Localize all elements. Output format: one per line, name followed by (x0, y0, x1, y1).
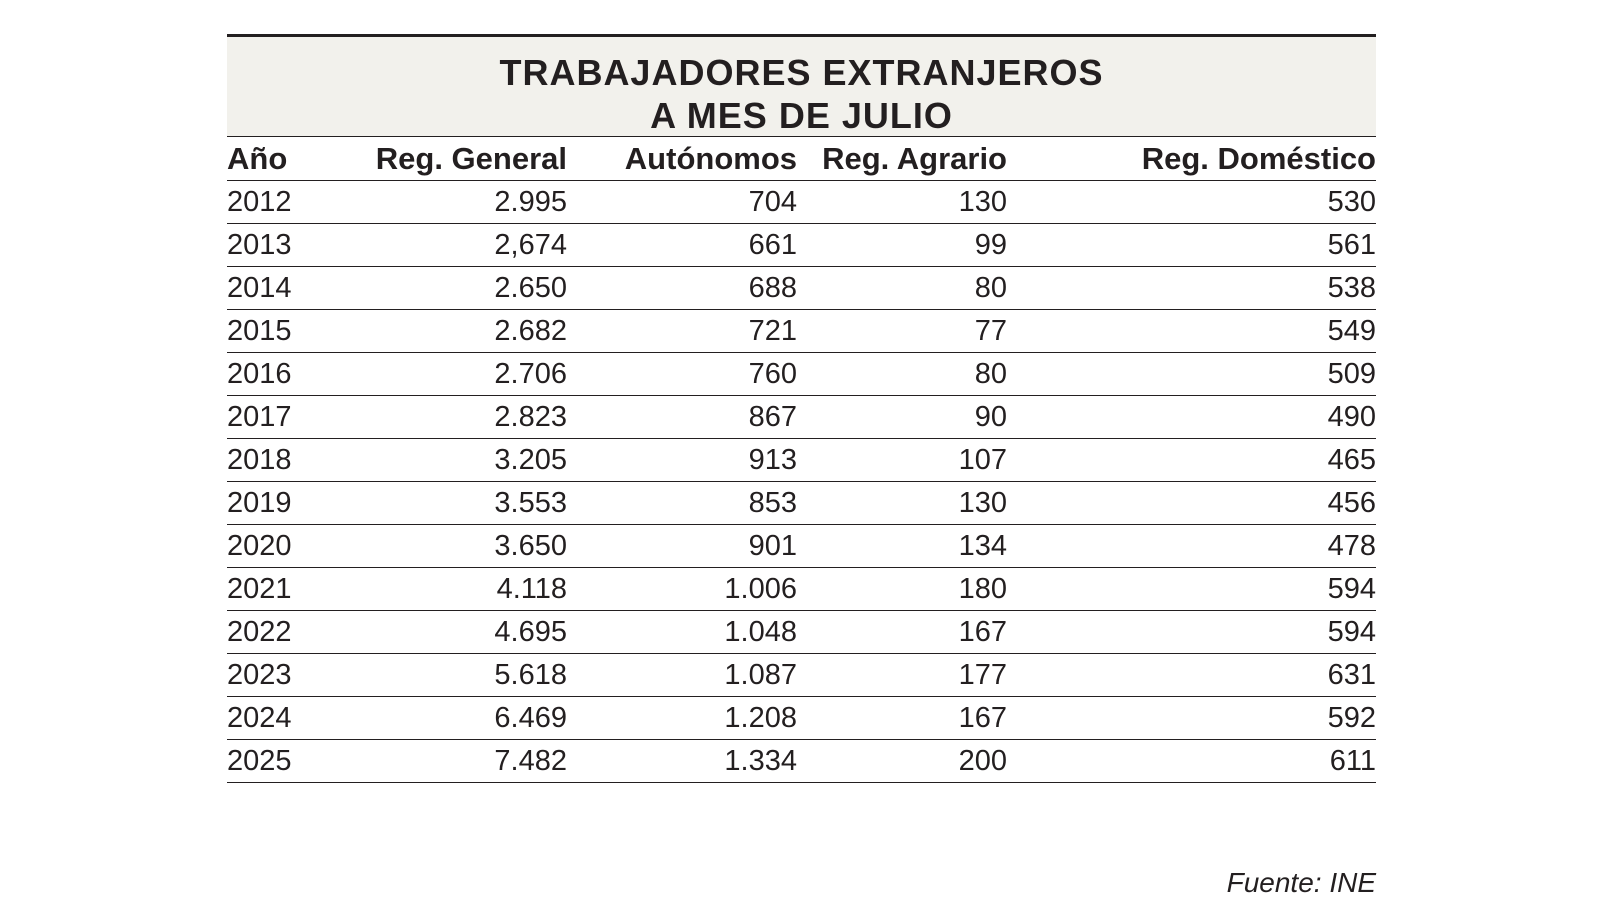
column-header-reg-general: Reg. General (357, 137, 567, 181)
title-block (227, 34, 1376, 136)
cell-reg-general: 4.695 (357, 611, 567, 654)
cell-autonomos: 853 (567, 482, 797, 525)
cell-reg-domestico: 538 (1007, 267, 1376, 310)
cell-reg-agrario: 180 (797, 568, 1007, 611)
table-row (227, 353, 1376, 396)
title-line-2: A MES DE JULIO (650, 95, 953, 136)
cell-reg-domestico: 594 (1007, 611, 1376, 654)
cell-reg-general: 2.650 (357, 267, 567, 310)
cell-year: 2013 (227, 224, 357, 267)
cell-year: 2021 (227, 568, 357, 611)
cell-autonomos: 1.048 (567, 611, 797, 654)
cell-reg-domestico: 631 (1007, 654, 1376, 697)
column-header-reg-domestico: Reg. Doméstico (1007, 137, 1376, 181)
cell-reg-agrario: 130 (797, 482, 1007, 525)
cell-reg-domestico: 561 (1007, 224, 1376, 267)
cell-reg-general: 2.995 (357, 181, 567, 224)
cell-reg-general: 2.823 (357, 396, 567, 439)
cell-autonomos: 704 (567, 181, 797, 224)
table-row (227, 654, 1376, 697)
table-row (227, 310, 1376, 353)
cell-reg-general: 7.482 (357, 740, 567, 783)
table-row (227, 482, 1376, 525)
cell-reg-agrario: 130 (797, 181, 1007, 224)
cell-reg-agrario: 99 (797, 224, 1007, 267)
cell-reg-agrario: 77 (797, 310, 1007, 353)
cell-year: 2019 (227, 482, 357, 525)
cell-autonomos: 661 (567, 224, 797, 267)
cell-year: 2018 (227, 439, 357, 482)
cell-reg-general: 3.650 (357, 525, 567, 568)
header-row (227, 137, 1376, 181)
cell-reg-general: 3.205 (357, 439, 567, 482)
cell-reg-general: 3.553 (357, 482, 567, 525)
cell-reg-agrario: 167 (797, 697, 1007, 740)
cell-reg-domestico: 611 (1007, 740, 1376, 783)
cell-reg-domestico: 478 (1007, 525, 1376, 568)
cell-autonomos: 1.208 (567, 697, 797, 740)
cell-autonomos: 1.334 (567, 740, 797, 783)
source-line (227, 865, 1376, 900)
cell-year: 2024 (227, 697, 357, 740)
column-header-reg-agrario: Reg. Agrario (797, 137, 1007, 181)
cell-reg-agrario: 134 (797, 525, 1007, 568)
cell-year: 2012 (227, 181, 357, 224)
cell-reg-domestico: 456 (1007, 482, 1376, 525)
cell-year: 2022 (227, 611, 357, 654)
cell-reg-general: 5.618 (357, 654, 567, 697)
infographic (227, 34, 1376, 900)
cell-autonomos: 913 (567, 439, 797, 482)
cell-reg-agrario: 200 (797, 740, 1007, 783)
cell-reg-domestico: 594 (1007, 568, 1376, 611)
table-row (227, 740, 1376, 783)
cell-reg-domestico: 549 (1007, 310, 1376, 353)
cell-autonomos: 688 (567, 267, 797, 310)
cell-reg-domestico: 465 (1007, 439, 1376, 482)
table-row (227, 525, 1376, 568)
cell-autonomos: 901 (567, 525, 797, 568)
cell-autonomos: 867 (567, 396, 797, 439)
column-header-year: Año (227, 137, 357, 181)
column-header-autonomos: Autónomos (567, 137, 797, 181)
cell-autonomos: 1.006 (567, 568, 797, 611)
cell-year: 2020 (227, 525, 357, 568)
table-row (227, 568, 1376, 611)
table-row (227, 611, 1376, 654)
cell-reg-agrario: 90 (797, 396, 1007, 439)
cell-autonomos: 721 (567, 310, 797, 353)
cell-reg-general: 2,674 (357, 224, 567, 267)
cell-reg-agrario: 177 (797, 654, 1007, 697)
table-row (227, 224, 1376, 267)
cell-reg-general: 2.706 (357, 353, 567, 396)
table-row (227, 267, 1376, 310)
cell-autonomos: 760 (567, 353, 797, 396)
source-credit: Fuente: INE (1226, 867, 1376, 898)
cell-reg-domestico: 530 (1007, 181, 1376, 224)
cell-reg-general: 2.682 (357, 310, 567, 353)
table-row (227, 439, 1376, 482)
cell-year: 2025 (227, 740, 357, 783)
table-row (227, 697, 1376, 740)
cell-year: 2023 (227, 654, 357, 697)
title-line-1: TRABAJADORES EXTRANJEROS (499, 52, 1104, 93)
cell-reg-agrario: 167 (797, 611, 1007, 654)
table-body (227, 181, 1376, 783)
cell-year: 2016 (227, 353, 357, 396)
cell-reg-agrario: 107 (797, 439, 1007, 482)
cell-autonomos: 1.087 (567, 654, 797, 697)
cell-reg-general: 4.118 (357, 568, 567, 611)
cell-reg-domestico: 509 (1007, 353, 1376, 396)
table-row (227, 396, 1376, 439)
cell-reg-domestico: 592 (1007, 697, 1376, 740)
cell-year: 2014 (227, 267, 357, 310)
cell-reg-agrario: 80 (797, 267, 1007, 310)
cell-reg-general: 6.469 (357, 697, 567, 740)
cell-year: 2015 (227, 310, 357, 353)
cell-reg-agrario: 80 (797, 353, 1007, 396)
cell-year: 2017 (227, 396, 357, 439)
cell-reg-domestico: 490 (1007, 396, 1376, 439)
table-row (227, 181, 1376, 224)
data-table (227, 136, 1376, 783)
